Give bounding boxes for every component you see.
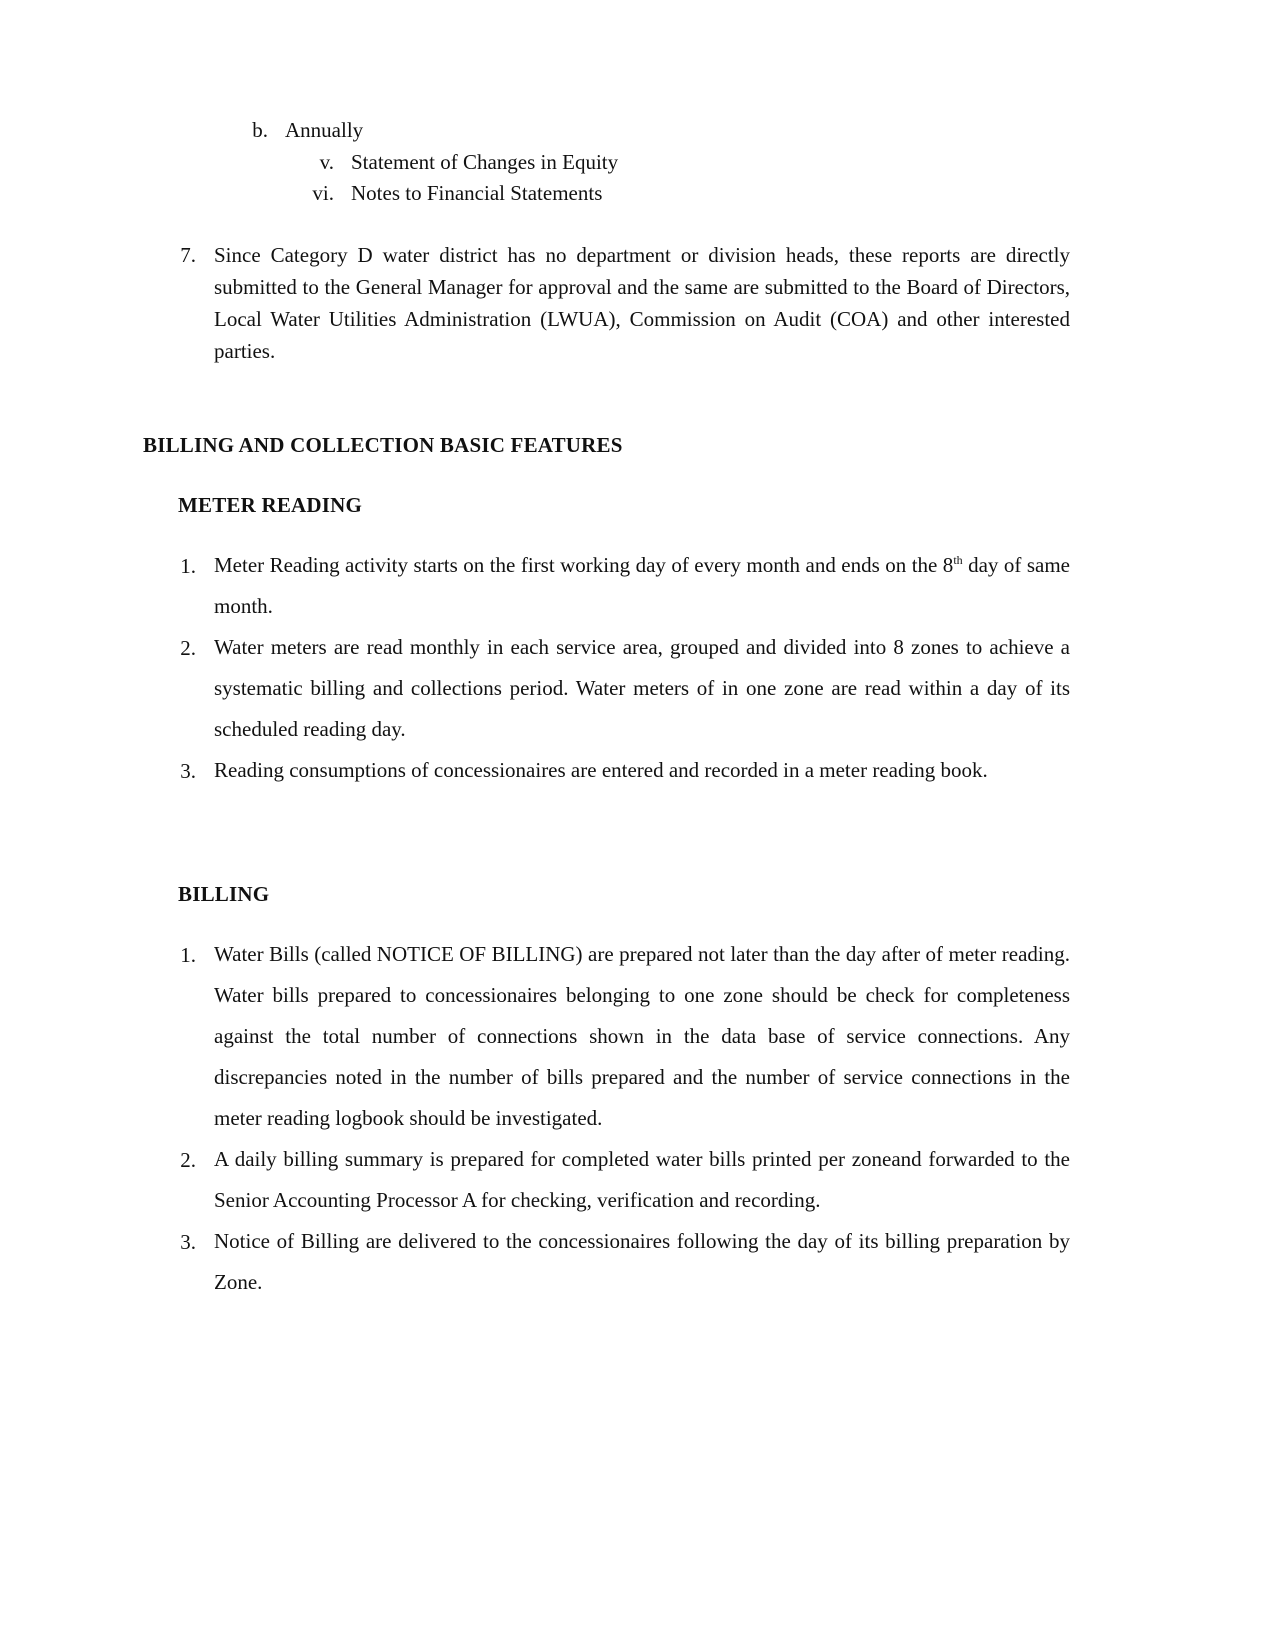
list-item-statement-of-changes: Statement of Changes in Equity xyxy=(351,150,619,174)
billing-item-3-marker: 3. xyxy=(180,1230,196,1254)
meter-item-2-text: Water meters are read monthly in each service area, grouped and divided into 8 zones to achieve a systematic billing and collections period. Water meters of in one zone are read within a day of its scheduled reading day. xyxy=(214,635,1070,741)
billing-item-1-marker: 1. xyxy=(180,943,196,967)
list-item-annually: Annually xyxy=(285,118,364,142)
billing-item-3-text: Notice of Billing are delivered to the concessionaires following the day of its billing preparation by Zone. xyxy=(214,1229,1070,1294)
billing-heading: BILLING xyxy=(178,882,270,906)
meter-item-3-text: Reading consumptions of concessionaires are entered and recorded in a meter reading book. xyxy=(214,758,988,782)
meter-item-1-marker: 1. xyxy=(180,554,196,578)
meter-item-1-superscript: th xyxy=(953,553,963,567)
billing-item-2-text: A daily billing summary is prepared for completed water bills printed per zoneand forwarded to the Senior Accounting Processor A for checking, verification and recording. xyxy=(214,1147,1070,1212)
list-marker-b: b. xyxy=(252,118,268,142)
meter-item-1-text-end: day of same month. xyxy=(214,553,1070,618)
meter-reading-heading: METER READING xyxy=(178,493,363,517)
list-marker-v: v. xyxy=(319,150,334,174)
item-7-text: Since Category D water district has no department or division heads, these reports are directly submitted to the General Manager for approval and the same are submitted to the Board of Directors, Local Water Utilities Administration (LWUA), Commission on Audit (COA) and other interested parties. xyxy=(214,243,1070,363)
list-marker-vi: vi. xyxy=(312,181,334,205)
meter-item-2-marker: 2. xyxy=(180,636,196,660)
item-7-marker: 7. xyxy=(180,243,196,267)
section-heading: BILLING AND COLLECTION BASIC FEATURES xyxy=(143,433,623,457)
meter-item-1-text xyxy=(214,545,1070,627)
meter-item-1-text-main: Meter Reading activity starts on the first working day of every month and ends on the 8 xyxy=(214,553,954,577)
billing-item-1-text: Water Bills (called NOTICE OF BILLING) are prepared not later than the day after of meter reading. Water bills prepared to concessionaires belonging to one zone should be check for completeness against the total number of connections shown in the data base of service connections. Any discrepancies noted in the number of bills prepared and the number of service connections in the meter reading logbook should be investigated. xyxy=(214,942,1070,1130)
meter-item-3-marker: 3. xyxy=(180,759,196,783)
billing-item-2-marker: 2. xyxy=(180,1148,196,1172)
list-item-notes-to-fs: Notes to Financial Statements xyxy=(351,181,603,205)
